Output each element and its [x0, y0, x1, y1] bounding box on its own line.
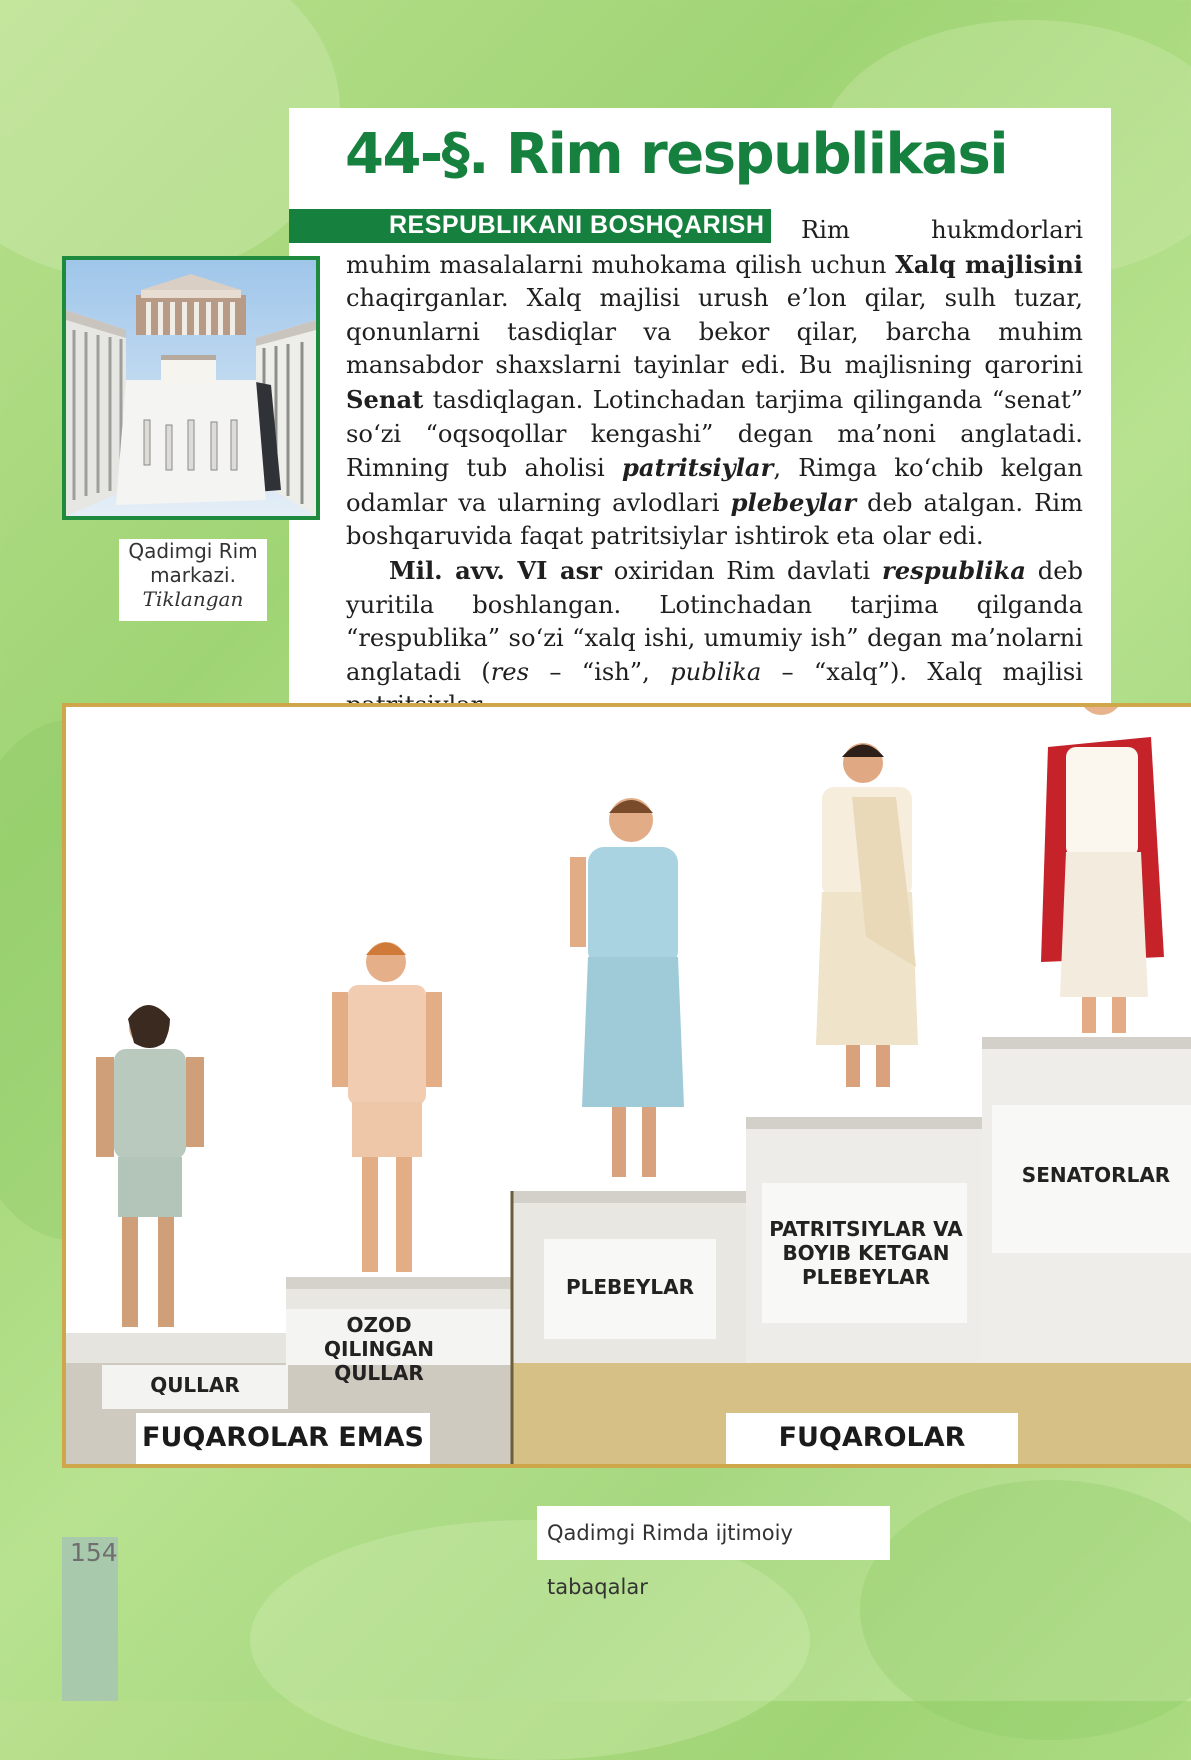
- freed-slave-figure: [332, 942, 442, 1272]
- text-span: – “ish”,: [529, 657, 671, 686]
- text-span: Senat: [346, 384, 424, 414]
- label-senatorlar: SENATORLAR: [1021, 1163, 1171, 1187]
- text-span: deb atalgan. Rim boshqaruvida faqat patritsiylar ishtirok eta olar edi.: [346, 488, 1083, 551]
- social-pyramid-drawing: [66, 707, 1191, 1468]
- body-text: [346, 214, 1083, 723]
- text-span: plebeylar: [730, 487, 857, 517]
- text-span: – “xalq”). Xalq majlisi: [781, 657, 1083, 686]
- text-span: res: [490, 657, 530, 686]
- label-fuqarolar-emas: FUQAROLAR EMAS: [136, 1413, 430, 1465]
- text-span: publika: [670, 657, 762, 686]
- text-span: tasdiqlagan. Lotinchadan tarjima qilinganda “senat” so‘zi “oqsoqollar kengashi” degan ma’noni anglatadi. Rimning tub aholisi: [346, 385, 1083, 483]
- label-patritsiylar: PATRITSIYLAR VA BOYIB KETGAN PLEBEYLAR: [769, 1217, 963, 1289]
- text-span: chaqirganlar. Xalq majlisi urush e’lon qilar, sulh tuzar, qonunlarni tasdiqlar va bekor qilar, barcha muhim mansabdor shaxslarni tayinlar edi. Bu majlisning qarorini: [346, 284, 1083, 380]
- text-span: Xalq majlisini: [895, 249, 1083, 279]
- photo-caption: [119, 539, 267, 621]
- senator-figure: [1041, 707, 1164, 1033]
- paragraph: [346, 214, 1083, 554]
- photo-caption-line: markazi.: [150, 563, 236, 587]
- page-title: 44-§. Rim respublikasi: [345, 122, 1008, 187]
- text-span: , Rimga ko‘chib kelgan odamlar va ularning avlodlari: [346, 454, 1083, 517]
- text-span: Rim hukmdorlari muhim masalalarni muhokama qilish uchun: [346, 216, 1083, 279]
- photo-caption-line: Qadimgi Rim: [128, 539, 258, 563]
- label-plebeylar: PLEBEYLAR: [565, 1275, 695, 1299]
- label-ozod-qilingan-qullar: OZOD QILINGAN QULLAR: [324, 1313, 434, 1385]
- text-span: Mil. avv. VI asr: [389, 555, 603, 585]
- background-texture: [860, 1480, 1191, 1740]
- text-span: oxiridan Rim davlati: [602, 556, 882, 585]
- label-qullar: QULLAR: [150, 1373, 240, 1397]
- slave-figure: [96, 1005, 204, 1327]
- text-span: patritsiylar: [621, 453, 774, 483]
- photo-caption-line: Tiklangan: [142, 587, 244, 611]
- ancient-rome-photo: [62, 256, 320, 520]
- social-classes-illustration: [62, 703, 1191, 1468]
- forum-reconstruction-image: [66, 260, 316, 516]
- patrician-figure: [816, 743, 918, 1087]
- label-fuqarolar: FUQAROLAR: [726, 1413, 1018, 1465]
- page-number: 154: [70, 1538, 118, 1567]
- illustration-caption: Qadimgi Rimda ijtimoiy tabaqalar: [537, 1506, 890, 1560]
- text-span: deb yuritila boshlangan. Lotinchadan tarjima qilganda “respublika” so‘zi “xalq ishi, umumiy ish” degan ma’nolarni anglatadi (: [346, 556, 1083, 686]
- section-heading: RESPUBLIKANI BOSHQARISH: [389, 211, 765, 239]
- paragraph: [346, 554, 1083, 723]
- text-span: respublika: [881, 555, 1026, 585]
- plebeian-figure: [570, 798, 684, 1177]
